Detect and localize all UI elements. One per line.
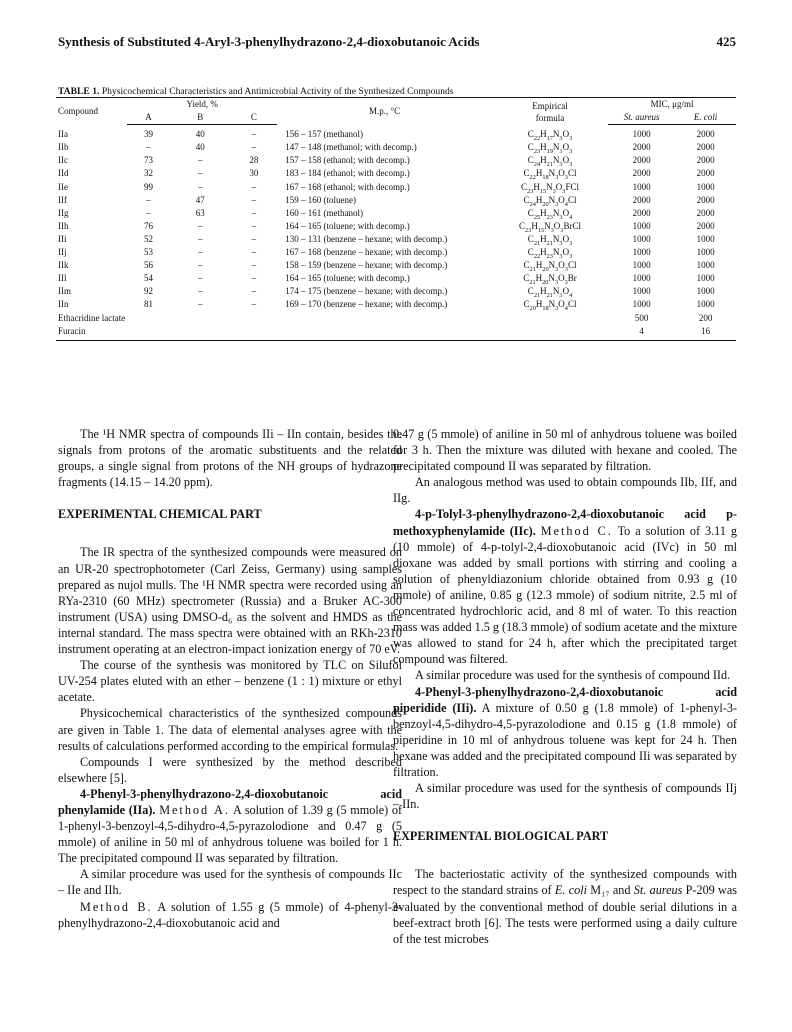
cell-yield-a: 54 xyxy=(144,273,154,284)
table-row xyxy=(56,246,736,259)
cell-compound: IIa xyxy=(58,128,68,139)
cell-yield-b: – xyxy=(197,155,203,166)
cell-yield-b: – xyxy=(197,220,203,231)
cell-mic-st-aureus: 1000 xyxy=(632,129,651,140)
method-label-b: Method B. xyxy=(80,899,153,914)
cell-mic-e-coli: 1000 xyxy=(696,299,715,310)
cell-yield-c: 30 xyxy=(249,168,259,179)
bio-text-b: M₁₇ and xyxy=(590,883,631,898)
paragraph-iii xyxy=(393,684,737,781)
cell-compound: IIn xyxy=(58,299,69,310)
cell-mp: 156 – 157 (methanol) xyxy=(285,128,364,139)
cell-mic-st-aureus: 1000 xyxy=(632,273,651,284)
cell-compound: IIj xyxy=(58,247,67,258)
cell-formula: $C_{23}H_{19}N_3O_3$ xyxy=(527,142,573,156)
method-label-c: Method C. xyxy=(540,523,613,538)
cell-formula: $C_{21}H_{21}N_3O_4$ xyxy=(527,286,573,300)
cell-yield-c: – xyxy=(251,260,257,271)
paragraph-analogous: An analogous method was used to obtain compounds IIb, IIf, and IIg. xyxy=(393,475,737,506)
cell-mic-e-coli: 16 xyxy=(675,325,736,341)
table-body xyxy=(56,125,736,341)
paragraph-table-ref: Physicochemical characteristics of the synthesized compounds are given in Table 1. The data of elemental analyses agree with the results of calculations performed according to the empirical formulas. xyxy=(58,706,402,753)
cell-yield-c: – xyxy=(251,273,257,284)
running-title: Synthesis of Substituted 4-Aryl-3-phenylhydrazono-2,4-dioxobutanoic Acids xyxy=(58,34,480,49)
cell-mic-e-coli: 1000 xyxy=(696,233,715,244)
header-formula-line1: Empirical xyxy=(532,101,568,111)
page-number: 425 xyxy=(716,34,736,49)
cell-yield-b: – xyxy=(197,168,203,179)
physicochemical-table xyxy=(56,97,736,341)
table-row xyxy=(56,298,736,311)
paragraph-nmr: The ¹H NMR spectra of compounds IIi – IIn contain, besides the signals from protons of the aromatic substituents and the related groups, a single signal from protons of the NH groups of hydrazone fragments (14.15 – 14.20 ppm). xyxy=(58,427,402,490)
table-row xyxy=(56,154,736,167)
paragraph-bacteriostatic xyxy=(393,866,737,946)
method-label-a: Method A. xyxy=(159,802,230,817)
paragraph-similar-a: A similar procedure was used for the synthesis of compounds IIc – IIe and IIh. xyxy=(58,867,402,898)
paragraph-method-b-cont: 0.47 g (5 mmole) of aniline in 50 ml of anhydrous toluene was boiled for 3 h. Then the mixture was diluted with hexane and cooled. The precipitated compound II was separated by filtration. xyxy=(393,427,737,474)
table-row xyxy=(56,220,736,233)
paragraph-similar-c: A similar procedure was used for the synthesis of compound IId. xyxy=(415,668,731,683)
cell-mic-e-coli: 2000 xyxy=(696,142,715,153)
cell-yield-a: 56 xyxy=(144,260,154,271)
compound-title-iia: 4-Phenyl-3-phenylhydrazono-2,4-dioxobutanoic acid phenylamide (IIa). xyxy=(58,786,402,817)
cell-mic-st-aureus: 1000 xyxy=(632,286,651,297)
cell-mic-st-aureus: 1000 xyxy=(632,220,651,231)
cell-mp: 158 – 159 (benzene – hexane; with decomp.) xyxy=(285,260,448,271)
paragraph-iic xyxy=(393,506,737,667)
cell-mp: 169 – 170 (benzene – hexane; with decomp.) xyxy=(285,299,448,310)
cell-formula: $C_{21}H_{20}N_3O_3Br$ xyxy=(523,273,577,287)
header-e-coli: E. coli xyxy=(675,111,736,125)
bio-species-ecoli: E. coli xyxy=(554,883,587,898)
cell-yield-a: 52 xyxy=(144,233,154,244)
cell-formula: $C_{23}H_{15}N_3O_3BrCl$ xyxy=(519,220,581,234)
cell-yield-c: – xyxy=(251,220,257,231)
cell-mic-st-aureus: 2000 xyxy=(632,207,651,218)
cell-formula: $C_{22}H_{18}N_3O_3Cl$ xyxy=(523,168,577,182)
cell-mic-e-coli: 2000 xyxy=(696,168,715,179)
cell-compound: IIl xyxy=(58,273,67,284)
table-row xyxy=(56,194,736,207)
cell-yield-c: – xyxy=(251,233,257,244)
cell-mic-st-aureus: 1000 xyxy=(632,233,651,244)
cell-yield-b: – xyxy=(197,273,203,284)
right-column xyxy=(393,426,737,947)
cell-compound: IIg xyxy=(58,207,69,218)
cell-yield-a: 99 xyxy=(144,181,154,192)
table-caption-label: TABLE 1. xyxy=(58,86,100,97)
cell-mic-e-coli: 1000 xyxy=(696,260,715,271)
cell-mp: 157 – 158 (ethanol; with decomp.) xyxy=(285,155,410,166)
cell-formula: $C_{23}H_{15}N_3O_3FCl$ xyxy=(521,181,579,195)
cell-mp: 183 – 184 (ethanol; with decomp.) xyxy=(285,168,410,179)
method-a-text: A solution of 1.39 g (5 mmole) of 1-phenyl-3-benzoyl-4,5-dihydro-4,5-pyrazolodione and 0.47 g (5 mmole) of aniline in 50 ml of anhydrous toluene was boiled for 1 h. The precipitated compound II was separated by filtration. xyxy=(58,802,403,866)
cell-formula: $C_{21}H_{20}N_3O_3Cl$ xyxy=(523,260,577,273)
section-heading-chemical: EXPERIMENTAL CHEMICAL PART xyxy=(58,507,262,522)
cell-yield-a: 76 xyxy=(144,220,154,231)
cell-yield-c: – xyxy=(251,194,257,205)
table-row xyxy=(56,325,736,341)
cell-yield-b: 47 xyxy=(195,194,205,205)
method-c-text: To a solution of 3.11 g (10 mmole) of 4-p-tolyl-2,4-dioxobutanoic acid (IVc) in 50 ml dioxane was added by small portions with stirring and cooling a solution of phenyldiazonium chloride obtained from 0.93 g (10 mmole) of aniline, 0.85 g (12.3 mmole) of sodium nitrite, 2.5 ml of concentrated hydrochloric acid, and 8 ml of water. To this reaction mass was added 1.5 g (18.3 mmole) of sodium acetate and the mixture was allowed to stand for 24 h, after which the precipitated target compound was filtered. xyxy=(393,523,737,667)
cell-yield-a: – xyxy=(146,207,151,218)
header-st-aureus: St. aureus xyxy=(608,111,675,125)
section-heading-biological: EXPERIMENTAL BIOLOGICAL PART xyxy=(393,829,609,844)
header-formula xyxy=(492,98,608,125)
cell-yield-b: – xyxy=(197,260,203,271)
table-row xyxy=(56,207,736,220)
header-mp: M.p., °C xyxy=(277,98,492,125)
cell-mic-st-aureus: 2000 xyxy=(632,142,651,153)
cell-yield-a: – xyxy=(146,142,151,153)
bio-text-c: P-209 was evaluated by the conventional method of double serial dilutions in a beef-extract broth [6]. The tests were performed using a daily culture of the test microbes xyxy=(393,883,738,946)
cell-mic-st-aureus: 2000 xyxy=(632,155,651,166)
table-row xyxy=(56,181,736,194)
cell-mic-e-coli: 200 xyxy=(698,312,713,323)
cell-mic-e-coli: 2000 xyxy=(696,220,715,231)
cell-formula: $C_{25}H_{23}N_3O_4$ xyxy=(527,207,573,221)
cell-yield-a: 92 xyxy=(144,286,154,297)
table-row xyxy=(56,312,736,325)
header-mic: MIC, μg/ml xyxy=(608,98,736,112)
method-b-text: A solution of 1.55 g (5 mmole) of 4-phenyl-3-phenylhydrazono-2,4-dioxobutanoic acid and xyxy=(58,899,402,930)
cell-compound: Furacin xyxy=(56,325,608,341)
paragraph-method-b xyxy=(58,899,402,931)
cell-yield-c: – xyxy=(251,207,257,218)
cell-mic-st-aureus: 1000 xyxy=(632,181,651,192)
cell-compound: Ethacridine lactate xyxy=(58,312,126,323)
table-row xyxy=(56,167,736,180)
cell-yield-c: 28 xyxy=(249,155,259,166)
cell-mic-st-aureus: 2000 xyxy=(632,168,651,179)
paragraph-similar-iii: A similar procedure was used for the synthesis of compounds IIj – IIn. xyxy=(393,781,737,812)
header-c: C xyxy=(230,111,277,125)
cell-formula: $C_{21}H_{21}N_3O_3$ xyxy=(527,233,573,247)
table-caption xyxy=(58,86,454,97)
paragraph-iia xyxy=(58,786,402,866)
cell-yield-b: 40 xyxy=(195,142,205,153)
cell-compound: IIk xyxy=(58,260,69,271)
header-formula-line2: formula xyxy=(535,113,565,123)
cell-mic-st-aureus: 2000 xyxy=(632,194,651,205)
header-compound: Compound xyxy=(56,98,127,125)
cell-formula: $C_{22}H_{17}N_3O_3$ xyxy=(527,128,573,142)
cell-yield-b: – xyxy=(197,233,203,244)
cell-yield-b: – xyxy=(197,286,203,297)
cell-mp: 174 – 175 (benzene – hexane; with decomp.) xyxy=(285,286,448,297)
paragraph-instruments: The IR spectra of the synthesized compounds were measured on an UR-20 spectrophotometer (Carl Zeiss, Germany) using samples prepared as nujol mulls. The ¹H NMR spectra were recorded using an RYa-2310 (60 MHz) spectrometer (Russia) and a Bruker AC-300 instrument (USA) using DMSO-d₆ as the solvent and HMDS as the internal standard. The mass spectra were obtained with an RKh-2310 instrument operating at an electron-impact ionization energy of 70 eV. xyxy=(58,545,402,657)
cell-mic-e-coli: 2000 xyxy=(696,194,715,205)
cell-mic-e-coli: 1000 xyxy=(696,286,715,297)
header-b: B xyxy=(170,111,230,125)
bio-text-a: The bacteriostatic activity of the synthesized compounds with respect to the standard strains of xyxy=(393,867,737,898)
table-row xyxy=(56,141,736,154)
cell-yield-c: – xyxy=(251,129,257,140)
table-row xyxy=(56,233,736,246)
table-row xyxy=(56,259,736,272)
cell-mic-e-coli: 2000 xyxy=(696,155,715,166)
paragraph-compounds-i: Compounds I were synthesized by the method described elsewhere [5]. xyxy=(58,754,402,785)
cell-mp: 164 – 165 (toluene; with decomp.) xyxy=(285,273,410,284)
cell-yield-a: – xyxy=(146,194,151,205)
cell-mic-e-coli: 2000 xyxy=(696,207,715,218)
cell-yield-c: – xyxy=(251,286,257,297)
cell-mp: 167 – 168 (ethanol; with decomp.) xyxy=(285,181,410,192)
cell-yield-c: – xyxy=(251,247,257,258)
compound-title-iii: 4-Phenyl-3-phenylhydrazono-2,4-dioxobutanoic acid piperidide (IIi). xyxy=(393,684,737,715)
cell-mp: 159 – 160 (toluene) xyxy=(285,194,357,205)
table-row xyxy=(56,125,736,142)
paragraph-tlc: The course of the synthesis was monitored by TLC on Silufol UV-254 plates eluted with an ether – benzene (1 : 1) mixture or ethyl acetate. xyxy=(58,658,402,705)
cell-compound: IIf xyxy=(58,194,67,205)
cell-yield-a: 32 xyxy=(144,168,154,179)
cell-formula: $C_{24}H_{20}N_3O_4Cl$ xyxy=(523,194,577,208)
cell-compound: IIb xyxy=(58,142,69,153)
bio-species-staur: St. aureus xyxy=(633,883,683,898)
cell-mp: 167 – 168 (benzene – hexane; with decomp.) xyxy=(285,247,448,258)
iii-text: A mixture of 0.50 g (1.8 mmole) of 1-phenyl-3-benzoyl-4,5-dihydro-4,5-pyrazolodione and 0.15 g (1.8 mmole) of piperidine in 10 ml of anhydrous toluene was kept for 24 h. Then hexane was added and the precipitated compound IIi was separated by filtration. xyxy=(393,700,738,779)
cell-compound: IIh xyxy=(58,220,69,231)
cell-formula: $C_{22}H_{23}N_3O_3$ xyxy=(527,247,573,260)
cell-yield-a: 39 xyxy=(144,129,154,140)
cell-yield-b: – xyxy=(197,299,203,310)
cell-yield-a: 53 xyxy=(144,247,154,258)
cell-formula: $C_{20}H_{18}N_3O_4Cl$ xyxy=(523,299,577,313)
cell-mic-e-coli: 1000 xyxy=(696,273,715,284)
table-row xyxy=(56,285,736,298)
left-column xyxy=(58,426,402,931)
cell-yield-b: 63 xyxy=(195,207,205,218)
cell-mp: 147 – 148 (methanol; with decomp.) xyxy=(285,142,417,153)
cell-mp: 160 – 161 (methanol) xyxy=(285,207,364,218)
cell-mp: 164 – 165 (toluene; with decomp.) xyxy=(285,220,410,231)
cell-yield-c: – xyxy=(251,181,257,192)
cell-yield-c: – xyxy=(251,142,257,153)
cell-mic-e-coli: 1000 xyxy=(696,181,715,192)
compound-title-iic: 4-p-Tolyl-3-phenylhydrazono-2,4-dioxobutanoic acid p-methoxyphenylamide (IIc). xyxy=(393,507,737,538)
cell-mic-e-coli: 1000 xyxy=(696,247,715,258)
cell-yield-b: – xyxy=(197,181,203,192)
cell-yield-b: 40 xyxy=(195,129,205,140)
cell-yield-a: 73 xyxy=(144,155,154,166)
table-row xyxy=(56,272,736,285)
cell-compound: IId xyxy=(58,168,69,179)
cell-yield-c: – xyxy=(251,299,257,310)
cell-mic-st-aureus: 500 xyxy=(634,312,649,323)
cell-mic-e-coli: 2000 xyxy=(696,129,715,140)
table-caption-text: Physicochemical Characteristics and Antimicrobial Activity of the Synthesized Compounds xyxy=(101,86,454,97)
cell-mic-st-aureus: 1000 xyxy=(632,260,651,271)
cell-compound: IIc xyxy=(58,155,68,166)
cell-mic-st-aureus: 1000 xyxy=(632,247,651,258)
running-header xyxy=(58,34,736,52)
cell-compound: IIm xyxy=(58,286,71,297)
cell-yield-b: – xyxy=(197,247,203,258)
cell-mic-st-aureus: 1000 xyxy=(632,299,651,310)
cell-compound: IIe xyxy=(58,181,68,192)
cell-formula: $C_{24}H_{21}N_3O_3$ xyxy=(527,155,573,169)
cell-compound: IIi xyxy=(58,233,67,244)
cell-mp: 130 – 131 (benzene – hexane; with decomp.) xyxy=(285,233,448,244)
header-yield: Yield, % xyxy=(127,98,277,112)
cell-mic-st-aureus: 4 xyxy=(608,325,675,341)
header-a: A xyxy=(127,111,170,125)
cell-yield-a: 81 xyxy=(144,299,154,310)
